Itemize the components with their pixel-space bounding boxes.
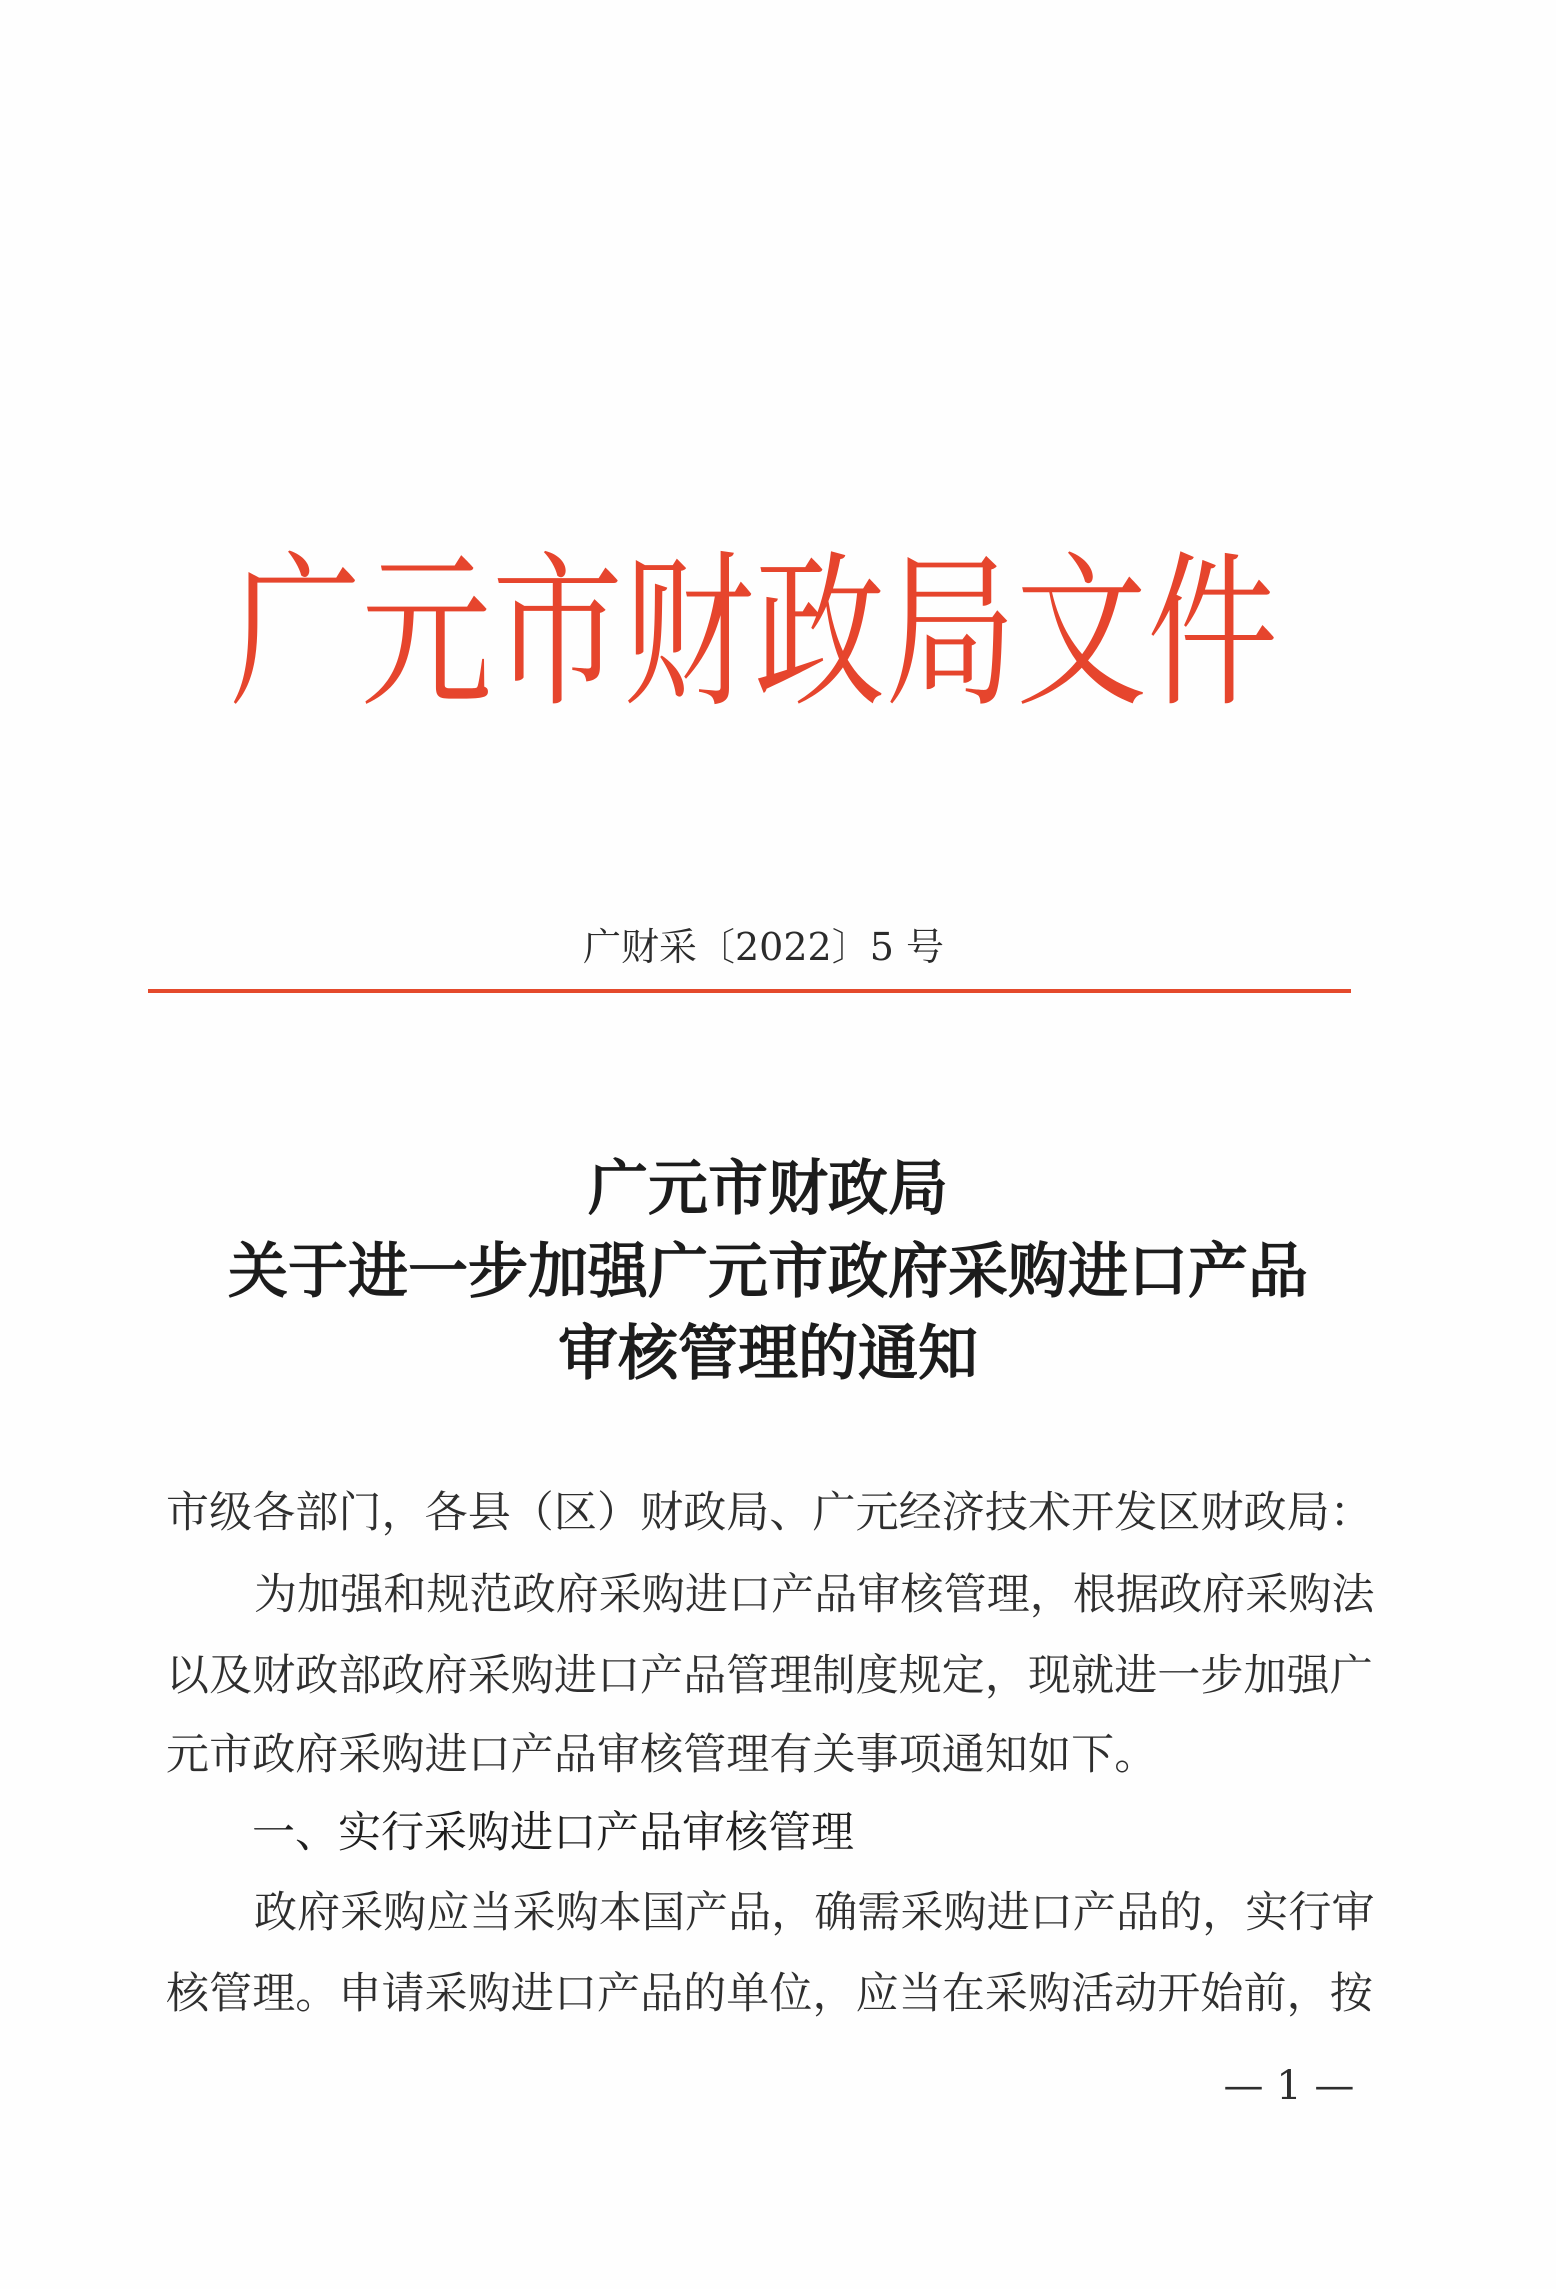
salutation: 市级各部门，各县（区）财政局、广元经济技术开发区财政局： [166, 1488, 1373, 1538]
document-title-line-3: 审核管理的通知 [558, 1319, 978, 1389]
document-title-line-1: 广元市财政局 [588, 1154, 948, 1224]
section-1-paragraph-line-2: 核管理。申请采购进口产品的单位，应当在采购活动开始前，按 [166, 1969, 1373, 2019]
document-title-line-2: 关于进一步加强广元市政府采购进口产品 [228, 1237, 1308, 1307]
red-separator-line [148, 989, 1351, 993]
intro-paragraph-line-1: 为加强和规范政府采购进口产品审核管理，根据政府采购法 [254, 1570, 1375, 1620]
intro-paragraph-line-2: 以及财政部政府采购进口产品管理制度规定，现就进一步加强广 [166, 1651, 1373, 1701]
intro-paragraph-line-3: 元市政府采购进口产品审核管理有关事项通知如下。 [166, 1730, 1158, 1780]
section-1-heading: 一、实行采购进口产品审核管理 [252, 1808, 854, 1858]
page-number: — 1 — [1223, 2063, 1355, 2109]
document-number: 广财采〔2022〕5 号 [583, 925, 944, 969]
issuing-office-file-title: 广元市财政局文件 [230, 543, 1279, 728]
section-1-paragraph-line-1: 政府采购应当采购本国产品，确需采购进口产品的，实行审 [254, 1888, 1375, 1938]
